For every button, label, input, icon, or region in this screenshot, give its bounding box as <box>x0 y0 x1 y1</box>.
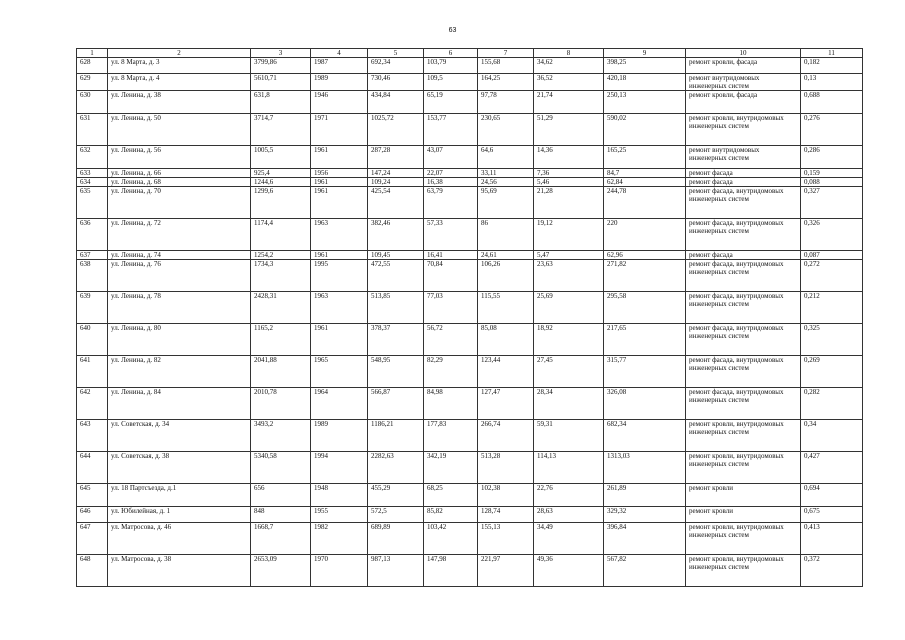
year-cell: 1956 <box>311 169 368 178</box>
area-cell: 631,8 <box>251 91 311 114</box>
column-header: 11 <box>801 49 863 58</box>
ratio-cell: 0,413 <box>801 523 863 555</box>
year-cell: 1989 <box>311 420 368 452</box>
value-cell: 987,13 <box>368 555 424 587</box>
ratio-cell: 0,34 <box>801 420 863 452</box>
ratio-cell: 0,427 <box>801 452 863 484</box>
work-type-cell: ремонт внутридомовых инженерных систем <box>686 74 801 91</box>
row-number: 645 <box>77 484 108 507</box>
address-cell: ул. Ленина, д. 50 <box>108 114 251 146</box>
row-number: 634 <box>77 178 108 187</box>
value-cell: 21,74 <box>534 91 604 114</box>
area-cell: 3714,7 <box>251 114 311 146</box>
value-cell: 287,28 <box>368 146 424 169</box>
year-cell: 1961 <box>311 187 368 219</box>
value-cell: 82,29 <box>424 356 478 388</box>
value-cell: 24,56 <box>478 178 534 187</box>
year-cell: 1946 <box>311 91 368 114</box>
work-type-cell: ремонт кровли, фасада <box>686 58 801 74</box>
area-cell: 925,4 <box>251 169 311 178</box>
row-number: 633 <box>77 169 108 178</box>
column-header: 5 <box>368 49 424 58</box>
address-cell: ул. Ленина, д. 82 <box>108 356 251 388</box>
row-number: 639 <box>77 292 108 324</box>
work-type-cell: ремонт фасада, внутридомовых инженерных систем <box>686 219 801 251</box>
value-cell: 109,5 <box>424 74 478 91</box>
area-cell: 3799,86 <box>251 58 311 74</box>
column-header: 10 <box>686 49 801 58</box>
work-type-cell: ремонт фасада <box>686 178 801 187</box>
table-row <box>77 169 863 178</box>
value-cell: 109,45 <box>368 251 424 260</box>
table-row <box>77 523 863 555</box>
table-row <box>77 292 863 324</box>
address-cell: ул. Ленина, д. 74 <box>108 251 251 260</box>
ratio-cell: 0,688 <box>801 91 863 114</box>
year-cell: 1994 <box>311 452 368 484</box>
area-cell: 5610,71 <box>251 74 311 91</box>
address-cell: ул. Советская, д. 34 <box>108 420 251 452</box>
value-cell: 127,47 <box>478 388 534 420</box>
value-cell: 63,79 <box>424 187 478 219</box>
value-cell: 7,36 <box>534 169 604 178</box>
value-cell: 57,33 <box>424 219 478 251</box>
area-cell: 656 <box>251 484 311 507</box>
year-cell: 1971 <box>311 114 368 146</box>
year-cell: 1955 <box>311 507 368 523</box>
value-cell: 14,36 <box>534 146 604 169</box>
value-cell: 33,11 <box>478 169 534 178</box>
year-cell: 1995 <box>311 260 368 292</box>
value-cell: 378,37 <box>368 324 424 356</box>
table-row <box>77 452 863 484</box>
table-row <box>77 74 863 91</box>
year-cell: 1961 <box>311 324 368 356</box>
value-cell: 250,13 <box>604 91 686 114</box>
value-cell: 109,24 <box>368 178 424 187</box>
value-cell: 23,63 <box>534 260 604 292</box>
value-cell: 22,76 <box>534 484 604 507</box>
table-row <box>77 356 863 388</box>
table-row <box>77 91 863 114</box>
ratio-cell: 0,326 <box>801 219 863 251</box>
year-cell: 1961 <box>311 251 368 260</box>
ratio-cell: 0,159 <box>801 169 863 178</box>
table-row <box>77 187 863 219</box>
value-cell: 155,68 <box>478 58 534 74</box>
value-cell: 164,25 <box>478 74 534 91</box>
row-number: 630 <box>77 91 108 114</box>
value-cell: 51,29 <box>534 114 604 146</box>
value-cell: 689,89 <box>368 523 424 555</box>
column-header: 4 <box>311 49 368 58</box>
work-type-cell: ремонт кровли, внутридомовых инженерных систем <box>686 523 801 555</box>
work-type-cell: ремонт кровли, внутридомовых инженерных систем <box>686 452 801 484</box>
area-cell: 1254,2 <box>251 251 311 260</box>
address-cell: ул. Ленина, д. 80 <box>108 324 251 356</box>
value-cell: 103,79 <box>424 58 478 74</box>
value-cell: 1186,21 <box>368 420 424 452</box>
value-cell: 295,58 <box>604 292 686 324</box>
table-row <box>77 420 863 452</box>
work-type-cell: ремонт кровли, внутридомовых инженерных систем <box>686 114 801 146</box>
year-cell: 1963 <box>311 292 368 324</box>
table-row <box>77 388 863 420</box>
ratio-cell: 0,286 <box>801 146 863 169</box>
value-cell: 84,98 <box>424 388 478 420</box>
row-number: 631 <box>77 114 108 146</box>
area-cell: 2428,31 <box>251 292 311 324</box>
work-type-cell: ремонт фасада, внутридомовых инженерных систем <box>686 292 801 324</box>
value-cell: 513,85 <box>368 292 424 324</box>
row-number: 641 <box>77 356 108 388</box>
table-body <box>77 49 863 587</box>
value-cell: 396,84 <box>604 523 686 555</box>
work-type-cell: ремонт кровли <box>686 484 801 507</box>
ratio-cell: 0,269 <box>801 356 863 388</box>
value-cell: 77,03 <box>424 292 478 324</box>
year-cell: 1965 <box>311 356 368 388</box>
area-cell: 1244,6 <box>251 178 311 187</box>
ratio-cell: 0,272 <box>801 260 863 292</box>
address-cell: ул. Матросова, д. 38 <box>108 555 251 587</box>
table-row <box>77 251 863 260</box>
value-cell: 155,13 <box>478 523 534 555</box>
value-cell: 425,54 <box>368 187 424 219</box>
value-cell: 382,46 <box>368 219 424 251</box>
value-cell: 165,25 <box>604 146 686 169</box>
address-cell: ул. 8 Марта, д. 4 <box>108 74 251 91</box>
area-cell: 3493,2 <box>251 420 311 452</box>
ratio-cell: 0,694 <box>801 484 863 507</box>
value-cell: 455,29 <box>368 484 424 507</box>
work-type-cell: ремонт фасада, внутридомовых инженерных систем <box>686 187 801 219</box>
address-cell: ул. Ленина, д. 38 <box>108 91 251 114</box>
value-cell: 1313,03 <box>604 452 686 484</box>
value-cell: 1025,72 <box>368 114 424 146</box>
value-cell: 16,38 <box>424 178 478 187</box>
column-number-row <box>77 49 863 58</box>
value-cell: 16,41 <box>424 251 478 260</box>
row-number: 628 <box>77 58 108 74</box>
value-cell: 329,32 <box>604 507 686 523</box>
area-cell: 848 <box>251 507 311 523</box>
year-cell: 1948 <box>311 484 368 507</box>
value-cell: 103,42 <box>424 523 478 555</box>
column-header: 1 <box>77 49 108 58</box>
ratio-cell: 0,212 <box>801 292 863 324</box>
value-cell: 326,08 <box>604 388 686 420</box>
value-cell: 244,78 <box>604 187 686 219</box>
work-type-cell: ремонт кровли, внутридомовых инженерных систем <box>686 555 801 587</box>
ratio-cell: 0,282 <box>801 388 863 420</box>
value-cell: 147,98 <box>424 555 478 587</box>
value-cell: 434,84 <box>368 91 424 114</box>
work-type-cell: ремонт фасада, внутридомовых инженерных систем <box>686 260 801 292</box>
value-cell: 85,08 <box>478 324 534 356</box>
row-number: 646 <box>77 507 108 523</box>
work-type-cell: ремонт кровли <box>686 507 801 523</box>
work-type-cell: ремонт фасада, внутридомовых инженерных систем <box>686 388 801 420</box>
table-row <box>77 260 863 292</box>
table-row <box>77 484 863 507</box>
row-number: 635 <box>77 187 108 219</box>
column-header: 7 <box>478 49 534 58</box>
value-cell: 102,38 <box>478 484 534 507</box>
value-cell: 5,46 <box>534 178 604 187</box>
row-number: 644 <box>77 452 108 484</box>
row-number: 629 <box>77 74 108 91</box>
value-cell: 230,65 <box>478 114 534 146</box>
address-cell: ул. Ленина, д. 76 <box>108 260 251 292</box>
year-cell: 1961 <box>311 178 368 187</box>
column-header: 9 <box>604 49 686 58</box>
work-type-cell: ремонт кровли, внутридомовых инженерных систем <box>686 420 801 452</box>
work-type-cell: ремонт фасада, внутридомовых инженерных систем <box>686 324 801 356</box>
value-cell: 97,78 <box>478 91 534 114</box>
value-cell: 59,31 <box>534 420 604 452</box>
area-cell: 1005,5 <box>251 146 311 169</box>
value-cell: 147,24 <box>368 169 424 178</box>
address-cell: ул. Ленина, д. 56 <box>108 146 251 169</box>
row-number: 642 <box>77 388 108 420</box>
area-cell: 1668,7 <box>251 523 311 555</box>
address-cell: ул. Ленина, д. 68 <box>108 178 251 187</box>
value-cell: 590,02 <box>604 114 686 146</box>
value-cell: 24,61 <box>478 251 534 260</box>
value-cell: 68,25 <box>424 484 478 507</box>
ratio-cell: 0,087 <box>801 251 863 260</box>
year-cell: 1982 <box>311 523 368 555</box>
value-cell: 2282,63 <box>368 452 424 484</box>
address-cell: ул. Ленина, д. 66 <box>108 169 251 178</box>
value-cell: 221,97 <box>478 555 534 587</box>
value-cell: 62,84 <box>604 178 686 187</box>
value-cell: 85,82 <box>424 507 478 523</box>
table-row <box>77 324 863 356</box>
value-cell: 128,74 <box>478 507 534 523</box>
ratio-cell: 0,325 <box>801 324 863 356</box>
value-cell: 572,5 <box>368 507 424 523</box>
row-number: 648 <box>77 555 108 587</box>
ratio-cell: 0,327 <box>801 187 863 219</box>
value-cell: 86 <box>478 219 534 251</box>
value-cell: 420,18 <box>604 74 686 91</box>
value-cell: 28,34 <box>534 388 604 420</box>
area-cell: 1299,6 <box>251 187 311 219</box>
table-row <box>77 219 863 251</box>
value-cell: 261,89 <box>604 484 686 507</box>
area-cell: 2653,09 <box>251 555 311 587</box>
row-number: 647 <box>77 523 108 555</box>
area-cell: 2010,78 <box>251 388 311 420</box>
year-cell: 1961 <box>311 146 368 169</box>
value-cell: 692,34 <box>368 58 424 74</box>
row-number: 638 <box>77 260 108 292</box>
table-row <box>77 114 863 146</box>
value-cell: 513,28 <box>478 452 534 484</box>
value-cell: 65,19 <box>424 91 478 114</box>
value-cell: 5,47 <box>534 251 604 260</box>
value-cell: 95,69 <box>478 187 534 219</box>
address-cell: ул. 8 Марта, д. 3 <box>108 58 251 74</box>
row-number: 636 <box>77 219 108 251</box>
value-cell: 123,44 <box>478 356 534 388</box>
address-cell: ул. Ленина, д. 70 <box>108 187 251 219</box>
value-cell: 548,95 <box>368 356 424 388</box>
value-cell: 217,65 <box>604 324 686 356</box>
repair-table <box>76 48 863 587</box>
row-number: 640 <box>77 324 108 356</box>
value-cell: 43,07 <box>424 146 478 169</box>
work-type-cell: ремонт фасада <box>686 169 801 178</box>
table-row <box>77 555 863 587</box>
value-cell: 70,84 <box>424 260 478 292</box>
value-cell: 18,92 <box>534 324 604 356</box>
address-cell: ул. Ленина, д. 84 <box>108 388 251 420</box>
column-header: 2 <box>108 49 251 58</box>
value-cell: 114,13 <box>534 452 604 484</box>
year-cell: 1970 <box>311 555 368 587</box>
address-cell: ул. Ленина, д. 78 <box>108 292 251 324</box>
value-cell: 22,07 <box>424 169 478 178</box>
ratio-cell: 0,372 <box>801 555 863 587</box>
work-type-cell: ремонт фасада, внутридомовых инженерных систем <box>686 356 801 388</box>
ratio-cell: 0,13 <box>801 74 863 91</box>
column-header: 6 <box>424 49 478 58</box>
value-cell: 36,52 <box>534 74 604 91</box>
work-type-cell: ремонт фасада <box>686 251 801 260</box>
area-cell: 1165,2 <box>251 324 311 356</box>
table-row <box>77 146 863 169</box>
area-cell: 1734,3 <box>251 260 311 292</box>
value-cell: 19,12 <box>534 219 604 251</box>
value-cell: 27,45 <box>534 356 604 388</box>
value-cell: 21,28 <box>534 187 604 219</box>
area-cell: 1174,4 <box>251 219 311 251</box>
year-cell: 1963 <box>311 219 368 251</box>
value-cell: 315,77 <box>604 356 686 388</box>
work-type-cell: ремонт внутридомовых инженерных систем <box>686 146 801 169</box>
row-number: 643 <box>77 420 108 452</box>
value-cell: 153,77 <box>424 114 478 146</box>
value-cell: 682,34 <box>604 420 686 452</box>
table-row <box>77 58 863 74</box>
table-row <box>77 178 863 187</box>
column-header: 3 <box>251 49 311 58</box>
value-cell: 266,74 <box>478 420 534 452</box>
value-cell: 115,55 <box>478 292 534 324</box>
area-cell: 5340,58 <box>251 452 311 484</box>
address-cell: ул. Советская, д. 38 <box>108 452 251 484</box>
ratio-cell: 0,675 <box>801 507 863 523</box>
address-cell: ул. Юбилейная, д. 1 <box>108 507 251 523</box>
value-cell: 64,6 <box>478 146 534 169</box>
value-cell: 25,69 <box>534 292 604 324</box>
value-cell: 730,46 <box>368 74 424 91</box>
work-type-cell: ремонт кровли, фасада <box>686 91 801 114</box>
value-cell: 62,96 <box>604 251 686 260</box>
value-cell: 567,82 <box>604 555 686 587</box>
table-row <box>77 507 863 523</box>
value-cell: 106,26 <box>478 260 534 292</box>
ratio-cell: 0,182 <box>801 58 863 74</box>
address-cell: ул. Матросова, д. 46 <box>108 523 251 555</box>
value-cell: 271,82 <box>604 260 686 292</box>
year-cell: 1989 <box>311 74 368 91</box>
value-cell: 49,36 <box>534 555 604 587</box>
value-cell: 342,19 <box>424 452 478 484</box>
address-cell: ул. 18 Партсъезда, д.1 <box>108 484 251 507</box>
value-cell: 34,62 <box>534 58 604 74</box>
ratio-cell: 0,088 <box>801 178 863 187</box>
value-cell: 220 <box>604 219 686 251</box>
page-number: 63 <box>448 27 457 34</box>
value-cell: 28,63 <box>534 507 604 523</box>
row-number: 632 <box>77 146 108 169</box>
value-cell: 84,7 <box>604 169 686 178</box>
address-cell: ул. Ленина, д. 72 <box>108 219 251 251</box>
value-cell: 56,72 <box>424 324 478 356</box>
value-cell: 472,55 <box>368 260 424 292</box>
value-cell: 34,49 <box>534 523 604 555</box>
ratio-cell: 0,276 <box>801 114 863 146</box>
value-cell: 177,83 <box>424 420 478 452</box>
column-header: 8 <box>534 49 604 58</box>
area-cell: 2041,88 <box>251 356 311 388</box>
year-cell: 1987 <box>311 58 368 74</box>
value-cell: 566,87 <box>368 388 424 420</box>
year-cell: 1964 <box>311 388 368 420</box>
row-number: 637 <box>77 251 108 260</box>
value-cell: 398,25 <box>604 58 686 74</box>
